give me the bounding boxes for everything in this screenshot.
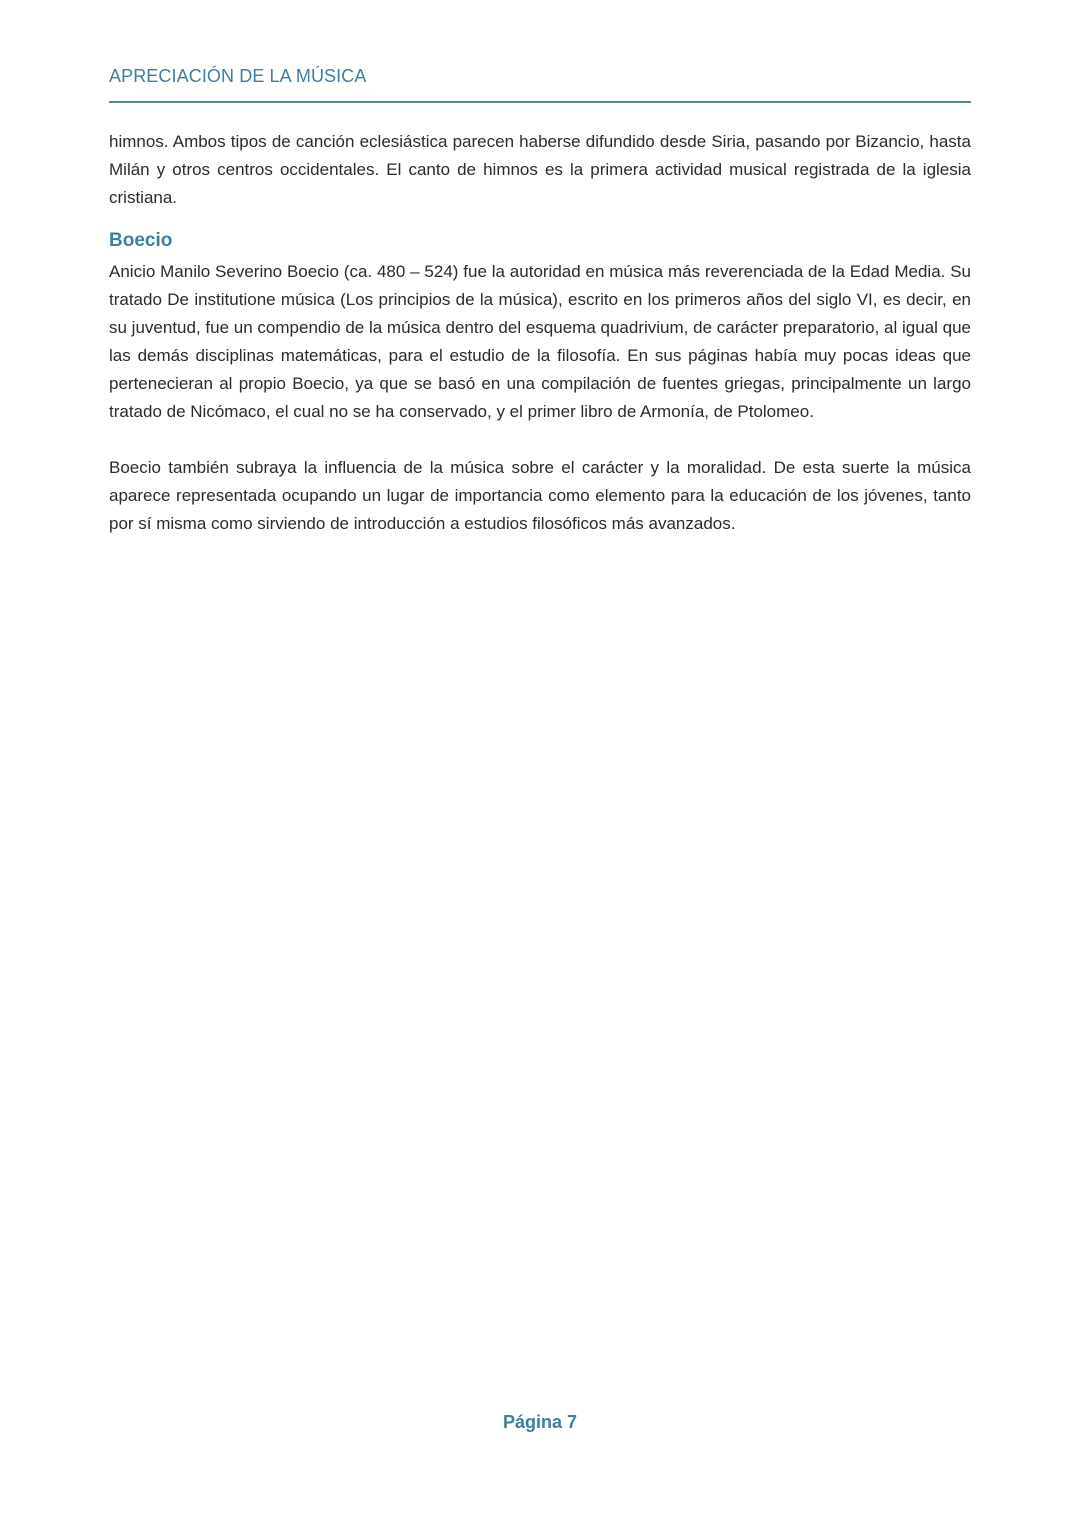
page-footer <box>0 1412 1080 1433</box>
page-content <box>109 128 971 538</box>
section-boecio <box>109 228 971 538</box>
body-paragraph: Anicio Manilo Severino Boecio (ca. 480 – 524) fue la autoridad en música más reverenciada de la Edad Media. Su tratado De institutione música (Los principios de la música), escrito en los primeros años del siglo VI, es decir, en su juventud, fue un compendio de la música dentro del esquema quadrivium, de carácter preparatorio, al igual que las demás disciplinas matemáticas, para el estudio de la filosofía. En sus páginas había muy pocas ideas que pertenecieran al propio Boecio, ya que se basó en una compilación de fuentes griegas, principalmente un largo tratado de Nicómaco, el cual no se ha conservado, y el primer libro de Armonía, de Ptolomeo. <box>109 262 971 421</box>
document-title: APRECIACIÓN DE LA MÚSICA <box>109 66 367 86</box>
body-paragraph: Boecio también subraya la influencia de la música sobre el carácter y la moralidad. De esta suerte la música aparece representada ocupando un lugar de importancia como elemento para la educación de los jóvenes, tanto por sí misma como sirviendo de introducción a estudios filosóficos más avanzados. <box>109 458 971 533</box>
header-divider <box>109 101 971 103</box>
section-heading: Boecio <box>109 230 173 251</box>
intro-paragraph: himnos. Ambos tipos de canción eclesiástica parecen haberse difundido desde Siria, pasando por Bizancio, hasta Milán y otros centros occidentales. El canto de himnos es la primera actividad musical registrada de la iglesia cristiana. <box>109 132 971 207</box>
page-header <box>109 64 971 103</box>
page-number: Página 7 <box>502 1412 578 1432</box>
